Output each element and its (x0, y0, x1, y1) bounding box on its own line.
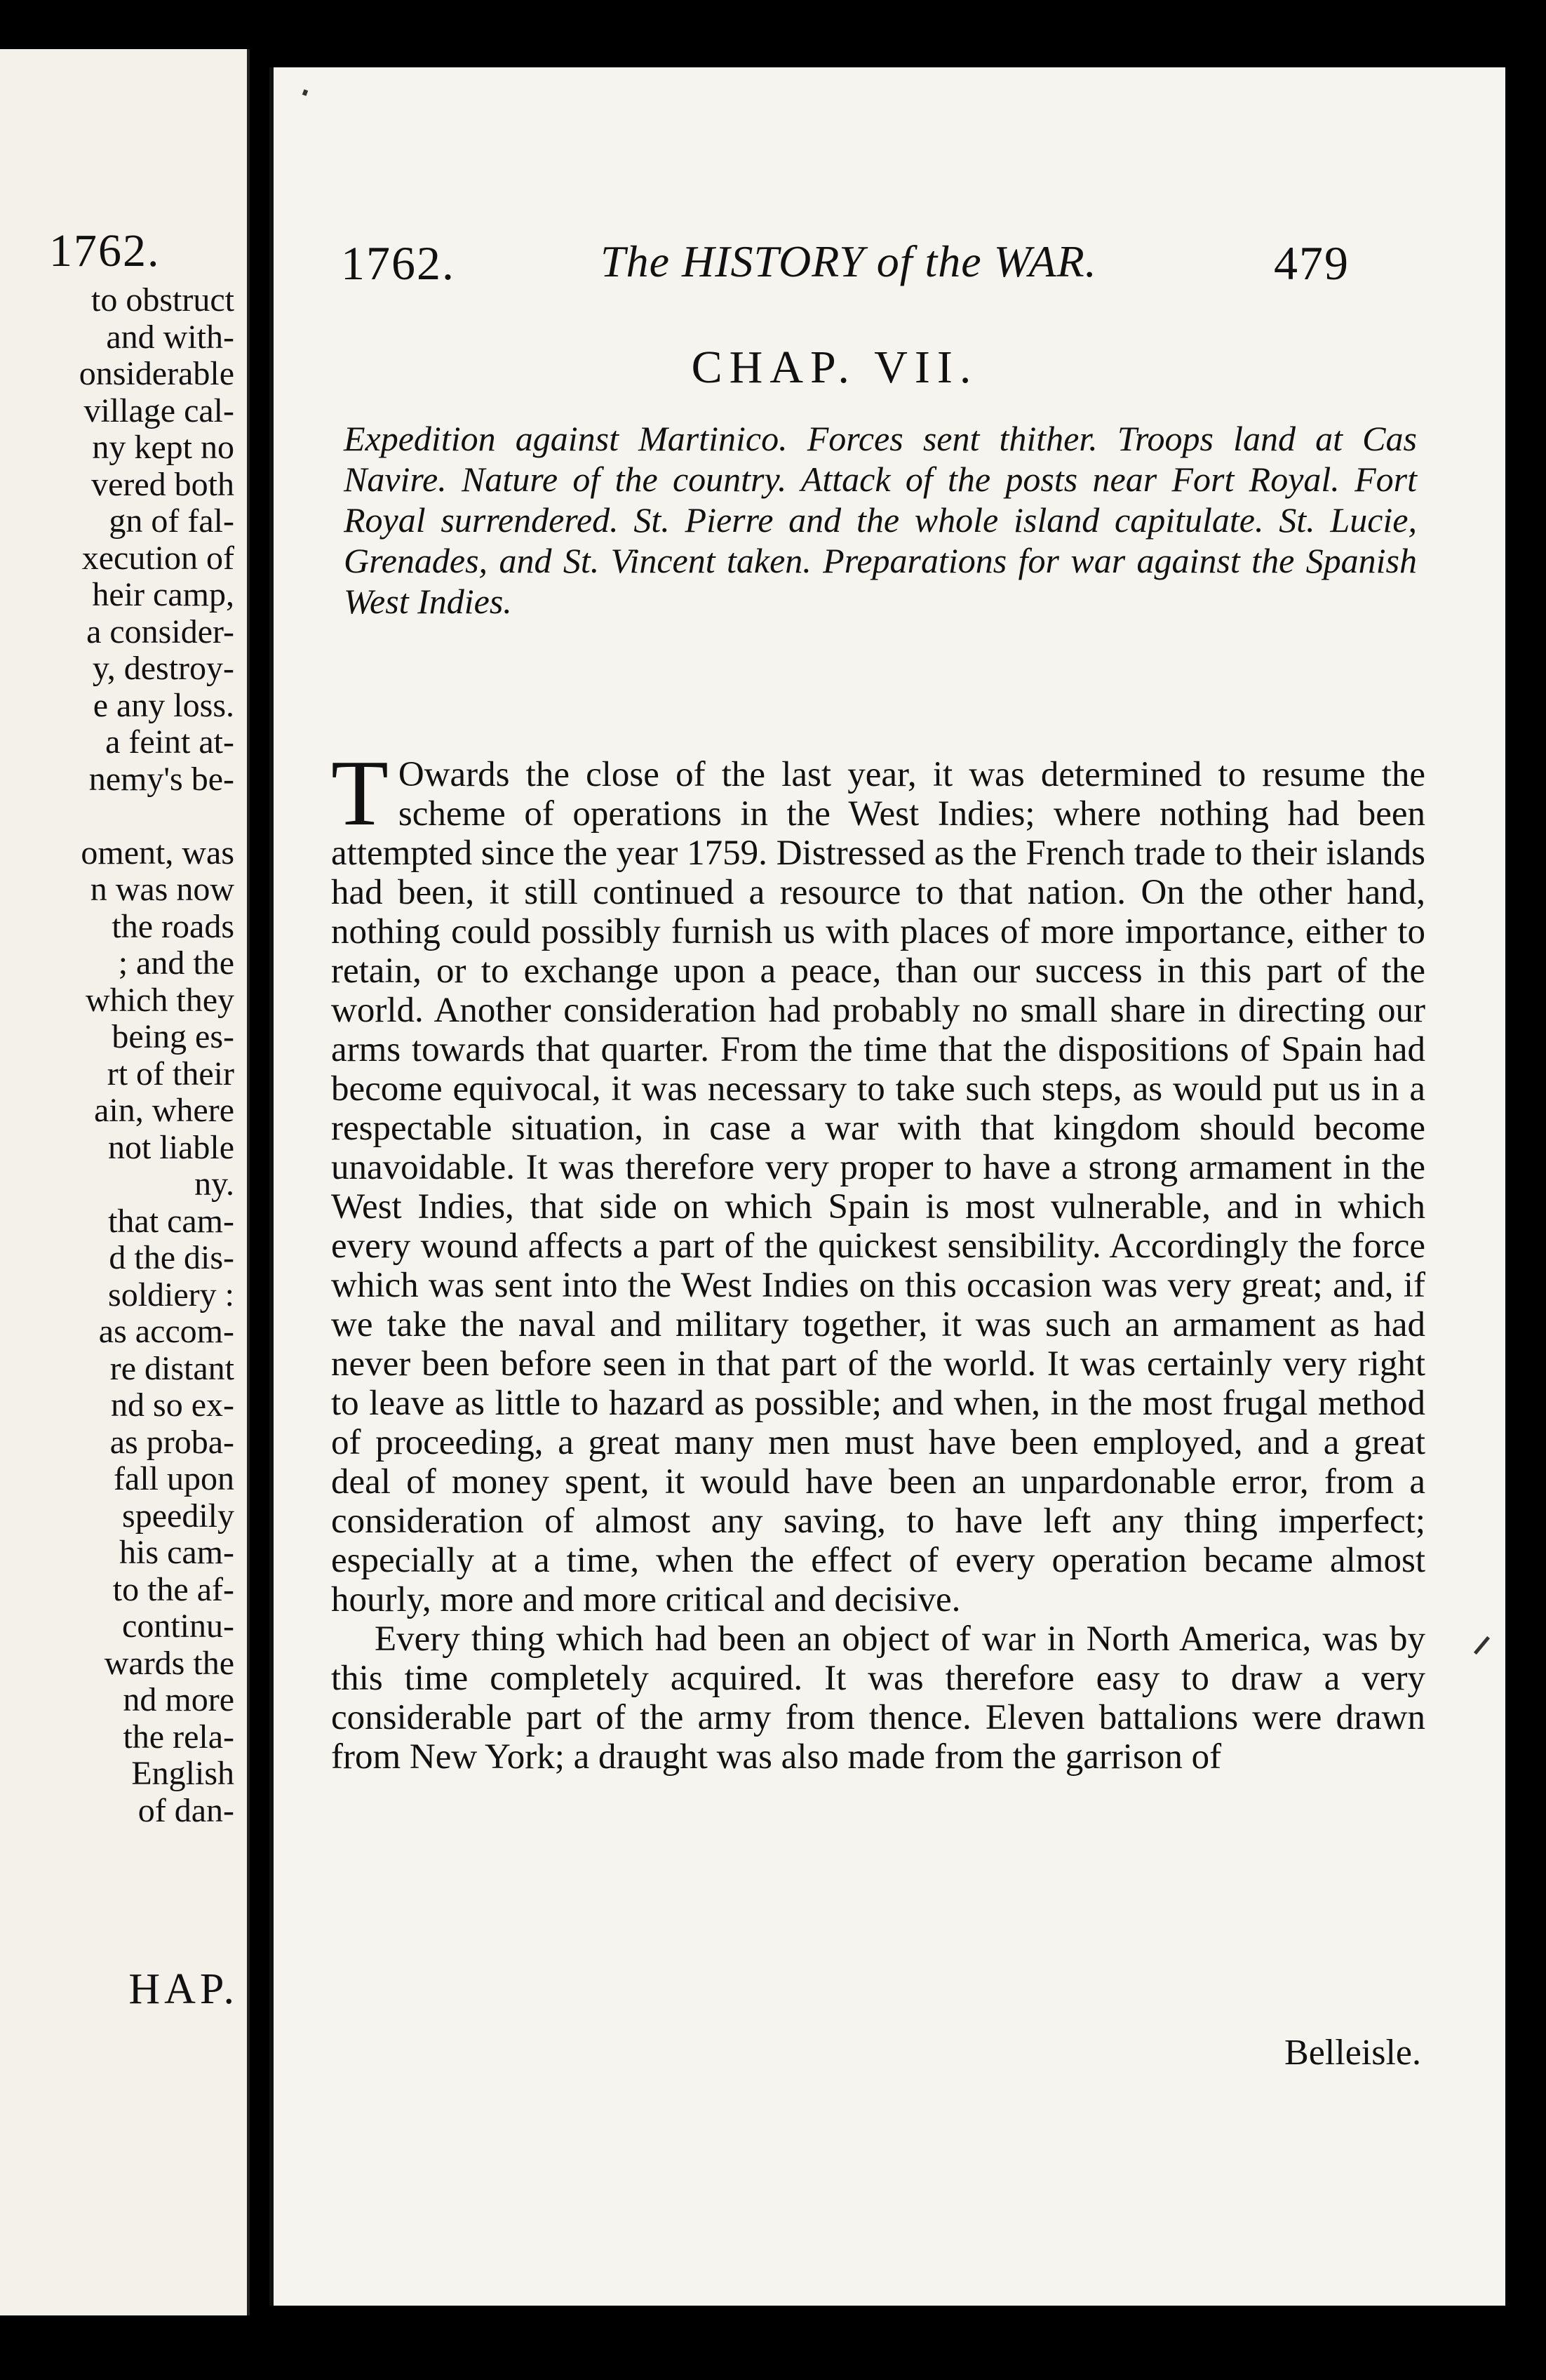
left-page-line: nd more (123, 1681, 234, 1718)
page-gutter (250, 42, 267, 2336)
chapter-summary: Expedition against Martinico. Forces sent thither. Troops land at Cas Navire. Nature of the country. Attack of the posts near Fort Royal. Fort Royal surrendered. St. Pierre and the whole island capitulate. St. Lucie, Grenades, and St. Vincent taken. Preparations for war against the Spanish West Indies. (344, 419, 1417, 621)
left-page-line: soldiery : (108, 1276, 234, 1313)
left-page-line: gn of fal- (109, 502, 234, 540)
left-page-line: ; and the (118, 944, 234, 982)
running-head-title: The HISTORY of the WAR. (600, 236, 1097, 286)
left-page-line: as accom- (98, 1313, 234, 1350)
left-page-line: his cam- (119, 1534, 234, 1571)
left-page-text (0, 282, 238, 1866)
left-page-line: not liable (108, 1128, 234, 1166)
left-page-line: ny kept no (92, 429, 234, 466)
paragraph-1 (331, 741, 1425, 1619)
left-page-line: y, destroy- (92, 650, 234, 687)
left-page-line: being es- (112, 1018, 234, 1055)
left-page-line (0, 1829, 238, 1866)
left-page-line: which they (86, 981, 234, 1019)
left-page-fragment (0, 49, 250, 2315)
left-page-line: e any loss. (93, 686, 234, 724)
left-page-line: ain, where (94, 1092, 234, 1129)
main-page (269, 67, 1505, 2306)
left-page-line: as proba- (109, 1423, 234, 1461)
left-page-line: nd so ex- (111, 1386, 234, 1424)
left-page-line: d the dis- (109, 1239, 234, 1276)
left-page-line: a feint at- (105, 723, 234, 761)
left-page-line: re distant (109, 1349, 234, 1387)
body-text (331, 741, 1425, 1777)
running-head (341, 236, 1505, 306)
left-page-line: speedily (122, 1497, 234, 1535)
left-page-line: onsiderable (79, 355, 234, 392)
paragraph-2: Every thing which had been an object of war in North America, was by this time completely acquired. It was therefore easy to draw a very considerable part of the army from thence. Eleven battalions were drawn from New York; a draught was also made from the garrison of (331, 1619, 1425, 1777)
scan-edge (1505, 91, 1546, 2351)
left-page-line: and with- (106, 318, 234, 356)
left-page-line: oment, was (81, 834, 234, 871)
left-page-line: heir camp, (92, 576, 234, 613)
left-page-line: of dan- (137, 1791, 234, 1829)
left-page-line: n was now (90, 871, 234, 908)
left-page-line: to the af- (112, 1570, 234, 1608)
left-page-line: a consider- (86, 613, 234, 650)
left-page-line: continu- (122, 1607, 234, 1645)
running-head-year: 1762. (341, 236, 455, 290)
left-page-chapter-fragment: HAP. (128, 1965, 238, 2013)
left-page-year: 1762. (49, 225, 161, 276)
left-page-line: nemy's be- (88, 760, 234, 798)
catchword: Belleisle. (1284, 2033, 1421, 2073)
left-page-line: that cam- (108, 1202, 234, 1240)
left-page-line: xecution of (81, 539, 234, 577)
drop-cap: T (331, 741, 389, 845)
left-page-line: ny. (194, 1165, 234, 1203)
left-page-line: to obstruct (91, 281, 234, 319)
left-page-line (0, 798, 238, 835)
left-page-line: wards the (104, 1644, 234, 1682)
left-page-line: rt of their (107, 1055, 234, 1092)
left-page-line: the roads (112, 907, 234, 945)
paragraph-1-text: Owards the close of the last year, it was determined to resume the scheme of operations in the West Indies; where nothing had been attempted since the year 1759. Distressed as the French trade to their islands had been, it still continued a resource to that nation. On the other hand, nothing could possibly furnish us with places of more importance, either to retain, or to exchange upon a peace, than our success in this part of the world. Another consideration had probably no small share in directing our arms towards that quarter. From the time that the dispositions of Spain had become equivocal, it was necessary to take such steps, as would put us in a respectable situation, in case a war with that kingdom should become unavoidable. It was therefore very proper to have a strong armament in the West Indies, that side on which Spain is most vulnerable, and in which every wound affects a part of the quickest sensibility. Accordingly the force which was sent into the West Indies on this occasion was very great; and, if we take the naval and military together, it was such an armament as had never been before seen in that part of the world. It was certainly very right to leave as little to hazard as possible; and when, in the most frugal method of proceeding, a great many men must have been employed, and a great deal of money spent, it would have been an unpardonable error, from a consideration of almost any saving, to have left any thing imperfect; especially at a time, when the effect of every operation became almost hourly, more and more critical and decisive. (331, 755, 1425, 1619)
left-page-line: the rela- (123, 1718, 234, 1756)
chapter-title: CHAP. VII. (691, 342, 979, 393)
left-page-line: English (131, 1755, 234, 1792)
left-page-line: vered both (91, 465, 234, 503)
page-number: 479 (1274, 236, 1350, 290)
left-page-line: fall upon (114, 1460, 234, 1497)
left-page-line: village cal- (83, 392, 234, 429)
